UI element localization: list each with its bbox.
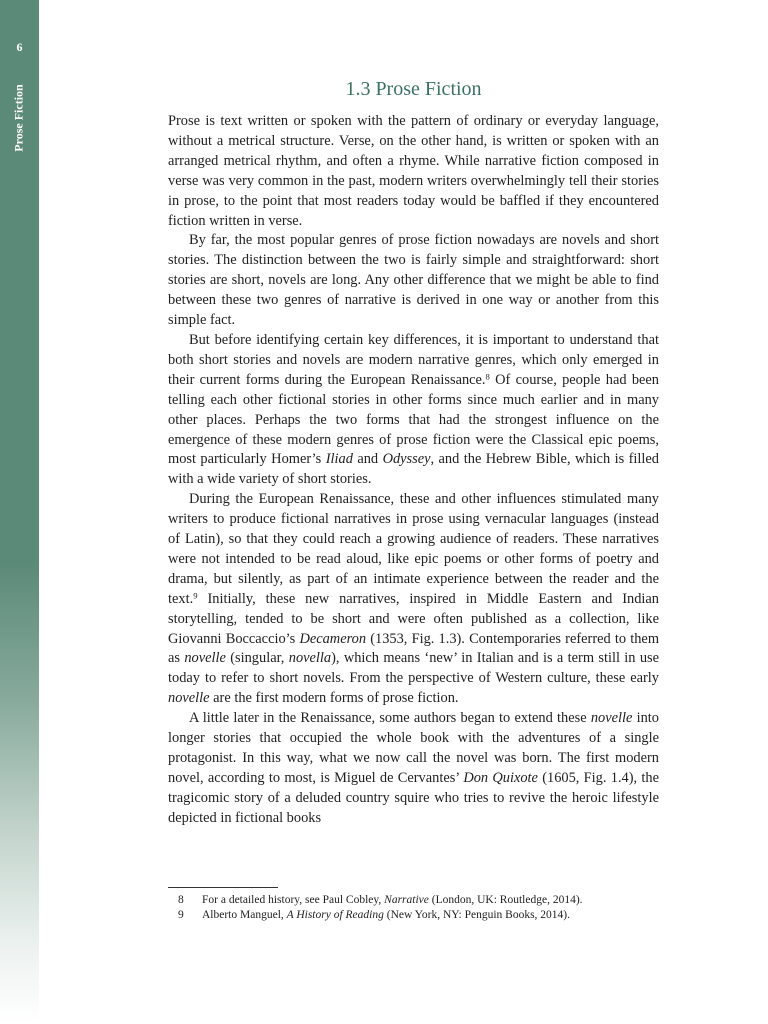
text-run: into longer stories that occupied the whole book with the adventures of a single protagonist. In this way, what we now call the novel was born. The first modern novel, according to most, is Miguel de Cervantes’ <box>168 710 659 786</box>
italic-title: Don Quixote <box>463 769 538 786</box>
paragraph <box>168 490 659 709</box>
text-run: For a detailed history, see Paul Cobley, <box>202 894 385 906</box>
page-number: 6 <box>16 40 23 54</box>
italic-title: novella <box>288 650 332 667</box>
text-run: are the first modern forms of prose fiction. <box>209 690 459 707</box>
italic-title: Odyssey <box>382 451 431 468</box>
body-text <box>168 112 659 829</box>
footnote-number: 8 <box>178 894 184 906</box>
text-run: ), which means ‘new’ in Italian and is a term still in use today to refer to short novels. From the perspective of Western culture, these early <box>168 650 659 687</box>
text-run: But before identifying certain key differences, it is important to understand that both short stories and novels are modern narrative genres, which only emerged in their current forms during the European Renaissance. <box>168 331 659 388</box>
paragraph <box>168 231 659 331</box>
text-run: , and the Hebrew Bible, which is filled with a wide variety of short stories. <box>168 451 659 488</box>
text-run: Prose is text written or spoken with the pattern of ordinary or everyday language, without a metrical structure. Verse, on the other hand, is written or spoken with an arranged metrical rhythm, and often a rhyme. While narrative fiction composed in verse was very common in the past, modern writers overwhelmingly tell their stories in prose, to the point that most readers today would be baffled if they encountered fiction written in verse. <box>168 113 659 229</box>
italic-title: Decameron <box>299 630 367 647</box>
italic-title: Iliad <box>325 451 353 468</box>
footnote-ref: 9 <box>193 590 198 600</box>
footnote <box>168 893 659 908</box>
text-run: and <box>352 451 383 468</box>
text-run: Alberto Manguel, <box>202 909 287 921</box>
text-run: Of course, people had been telling each other fictional stories in other forms since much earlier and in many other places. Perhaps the two forms that had the strongest influence on the emergence of these modern genres of prose fiction were the Classical epic poems, most particularly Homer’s <box>168 371 659 468</box>
text-run: (singular, <box>225 650 289 667</box>
text-run: During the European Renaissance, these and other influences stimulated many writers to produce fictional narratives in prose using vernacular languages (instead of Latin), so that they could reach a growing audience of readers. These narratives were not intended to be read aloud, like epic poems or other forms of poetry and drama, but silently, as part of an intimate experience between the reader and the text. <box>168 491 659 607</box>
italic-title: novelle <box>590 710 633 727</box>
text-run: (London, UK: Routledge, 2014). <box>428 894 583 906</box>
text-run: (1605, Fig. 1.4), the tragicomic story of a deluded country squire who tries to revive the heroic lifestyle depicted in fictional books <box>168 769 659 826</box>
text-run: Initially, these new narratives, inspired in Middle Eastern and Indian storytelling, tended to be short and were often published as a collection, like Giovanni Boccaccio’s <box>168 590 659 647</box>
section-title: 1.3 Prose Fiction <box>345 78 482 100</box>
italic-title: novelle <box>168 690 210 707</box>
footnote-number: 9 <box>178 909 184 921</box>
paragraph <box>168 112 659 231</box>
italic-title: novelle <box>184 650 226 667</box>
footnote <box>168 908 659 923</box>
footnote-text <box>202 893 659 908</box>
footnotes <box>168 893 659 923</box>
italic-title: Narrative <box>384 894 429 906</box>
running-head: Prose Fiction <box>11 84 26 152</box>
text-run: By far, the most popular genres of prose fiction nowadays are novels and short stories. The distinction between the two is fairly simple and straightforward: short stories are short, novels are long. Any other difference that we might be able to find between these two genres of narrative is derived in one way or another from this simple fact. <box>168 232 659 329</box>
footnote-text <box>202 908 659 923</box>
side-color-band <box>0 0 39 1024</box>
text-run: (New York, NY: Penguin Books, 2014). <box>383 909 571 921</box>
paragraph <box>168 709 659 828</box>
footnote-rule <box>168 887 278 888</box>
text-run: A little later in the Renaissance, some authors began to extend these <box>189 710 591 727</box>
text-run: (1353, Fig. 1.3). Contemporaries referred to them as <box>168 630 660 667</box>
italic-title: A History of Reading <box>286 909 384 921</box>
paragraph <box>168 331 659 490</box>
footnote-ref: 8 <box>485 371 490 382</box>
